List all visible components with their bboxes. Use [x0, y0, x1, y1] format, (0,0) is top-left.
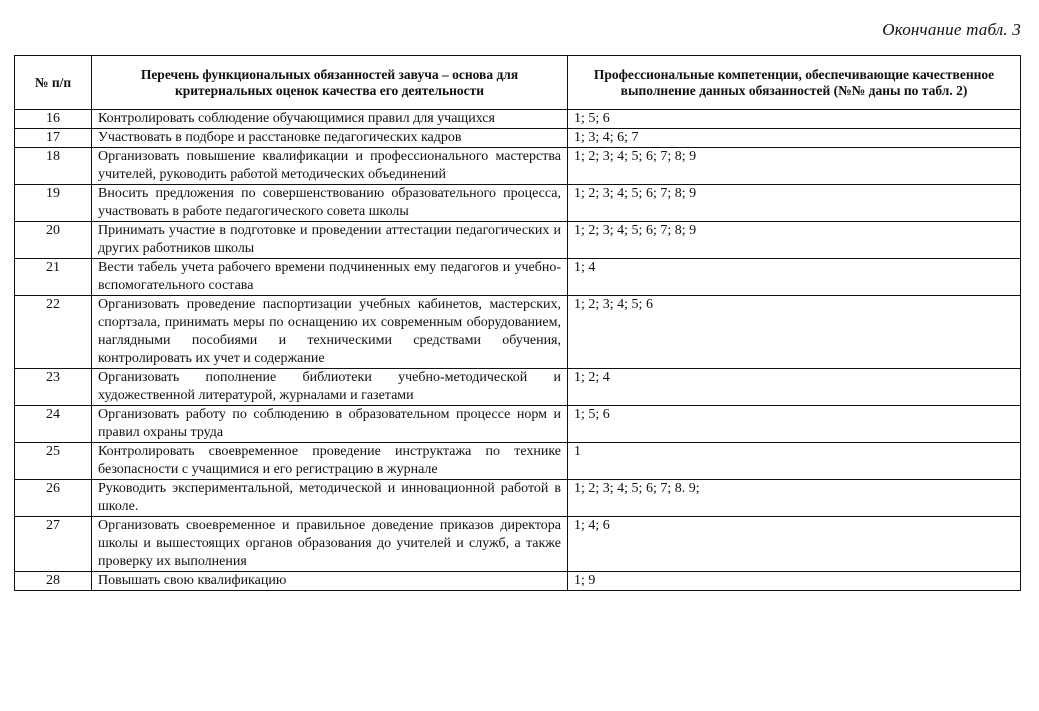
- header-competencies: Профессиональные компетенции, обеспечивающие качественное выполнение данных обязанностей (№№ даны по табл. 2): [568, 56, 1021, 110]
- row-duty: Вести табель учета рабочего времени подчиненных ему педагогов и учебно-вспомогательного состава: [92, 259, 568, 296]
- row-duty: Руководить экспериментальной, методической и инновационной работой в школе.: [92, 480, 568, 517]
- table-row: [15, 517, 1021, 572]
- row-duty: Вносить предложения по совершенствованию образовательного процесса, участвовать в работе педагогического совета школы: [92, 185, 568, 222]
- row-number: 21: [15, 259, 92, 296]
- row-duty: Повышать свою квалификацию: [92, 572, 568, 591]
- header-number: № п/п: [15, 56, 92, 110]
- row-duty: Принимать участие в подготовке и проведении аттестации педагогических и других работников школы: [92, 222, 568, 259]
- row-competencies: 1; 2; 3; 4; 5; 6; 7; 8; 9: [568, 185, 1021, 222]
- table-row: [15, 129, 1021, 148]
- table-row: [15, 148, 1021, 185]
- table-row: [15, 222, 1021, 259]
- table-row: [15, 259, 1021, 296]
- row-duty: Организовать повышение квалификации и профессионального мастерства учителей, руководить работой методических объединений: [92, 148, 568, 185]
- duties-table: [14, 55, 1021, 591]
- row-duty: Организовать проведение паспортизации учебных кабинетов, мастерских, спортзала, принимать меры по оснащению их современным оборудованием, наглядными пособиями и техническими средствами обучения, контролировать их учет и содержание: [92, 296, 568, 369]
- row-duty: Контролировать соблюдение обучающимися правил для учащихся: [92, 110, 568, 129]
- row-duty: Участвовать в подборе и расстановке педагогических кадров: [92, 129, 568, 148]
- row-number: 24: [15, 406, 92, 443]
- row-number: 20: [15, 222, 92, 259]
- row-number: 25: [15, 443, 92, 480]
- row-number: 23: [15, 369, 92, 406]
- row-competencies: 1; 5; 6: [568, 406, 1021, 443]
- row-number: 22: [15, 296, 92, 369]
- row-number: 28: [15, 572, 92, 591]
- row-competencies: 1; 2; 4: [568, 369, 1021, 406]
- row-competencies: 1; 5; 6: [568, 110, 1021, 129]
- table-row: [15, 185, 1021, 222]
- table-row: [15, 443, 1021, 480]
- table-header-row: [15, 56, 1021, 110]
- row-duty: Организовать работу по соблюдению в образовательном процессе норм и правил охраны труда: [92, 406, 568, 443]
- row-duty: Организовать своевременное и правильное доведение приказов директора школы и вышестоящих органов образования до учителей и служб, а также проверку их выполнения: [92, 517, 568, 572]
- row-competencies: 1; 2; 3; 4; 5; 6; 7; 8; 9: [568, 222, 1021, 259]
- header-duties: Перечень функциональных обязанностей завуча – основа для критериальных оценок качества его деятельности: [92, 56, 568, 110]
- row-competencies: 1; 4: [568, 259, 1021, 296]
- row-duty: Организовать пополнение библиотеки учебно-методической и художественной литературой, журналами и газетами: [92, 369, 568, 406]
- row-competencies: 1; 2; 3; 4; 5; 6; 7; 8. 9;: [568, 480, 1021, 517]
- row-number: 18: [15, 148, 92, 185]
- row-competencies: 1; 4; 6: [568, 517, 1021, 572]
- table-row: [15, 572, 1021, 591]
- row-competencies: 1; 9: [568, 572, 1021, 591]
- row-competencies: 1; 3; 4; 6; 7: [568, 129, 1021, 148]
- row-number: 27: [15, 517, 92, 572]
- table-row: [15, 480, 1021, 517]
- table-row: [15, 406, 1021, 443]
- table-row: [15, 369, 1021, 406]
- table-caption: Окончание табл. 3: [882, 20, 1021, 39]
- row-number: 17: [15, 129, 92, 148]
- row-number: 19: [15, 185, 92, 222]
- row-competencies: 1: [568, 443, 1021, 480]
- row-competencies: 1; 2; 3; 4; 5; 6: [568, 296, 1021, 369]
- row-number: 16: [15, 110, 92, 129]
- table-row: [15, 110, 1021, 129]
- row-number: 26: [15, 480, 92, 517]
- row-competencies: 1; 2; 3; 4; 5; 6; 7; 8; 9: [568, 148, 1021, 185]
- table-row: [15, 296, 1021, 369]
- row-duty: Контролировать своевременное проведение инструктажа по технике безопасности с учащимися и его регистрацию в журнале: [92, 443, 568, 480]
